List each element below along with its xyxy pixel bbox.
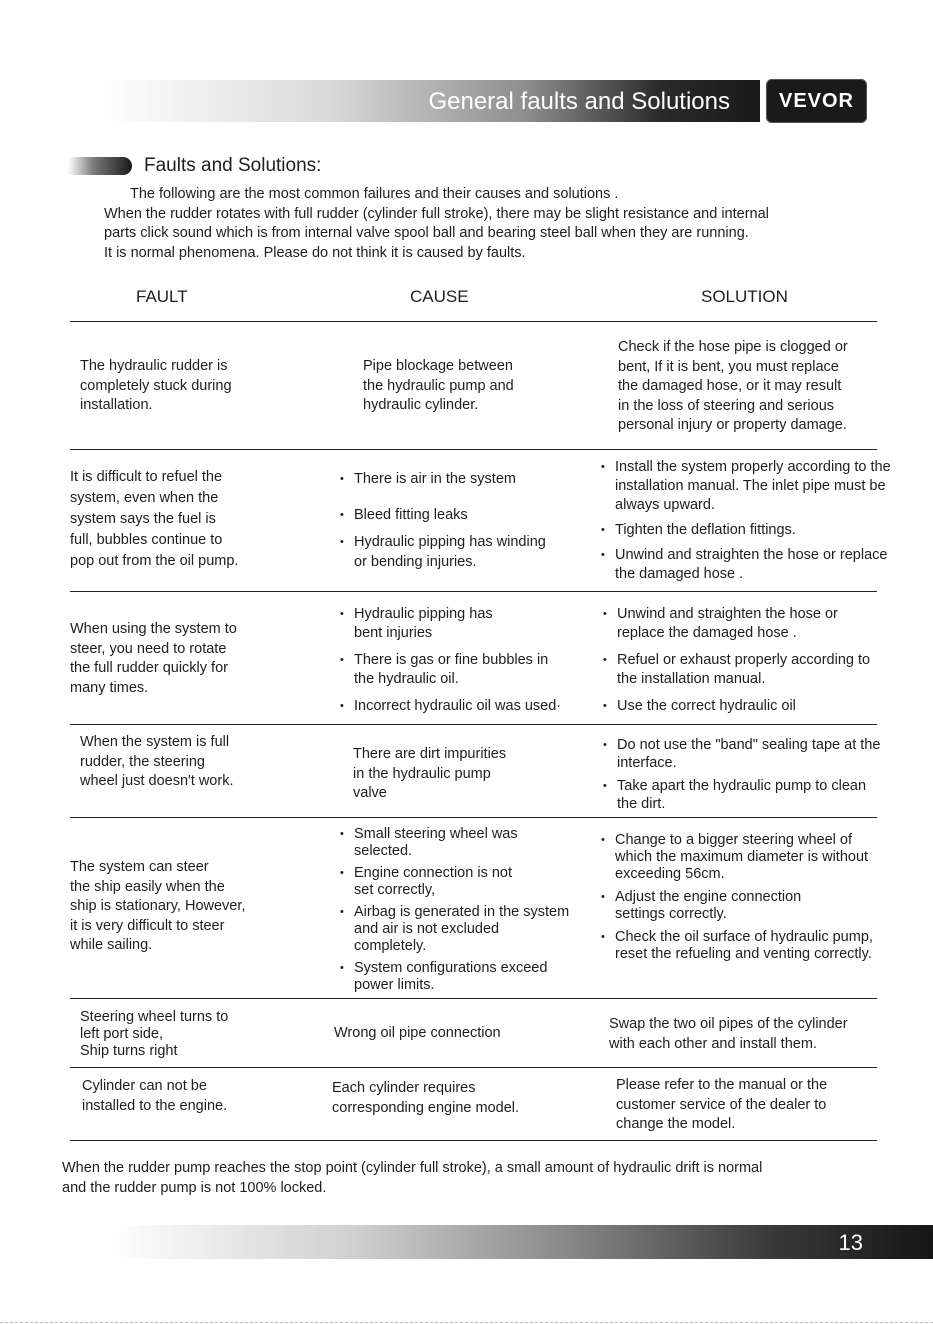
column-header-fault: FAULT (136, 287, 188, 306)
text-line: installed to the engine. (82, 1097, 228, 1114)
text-line: Cylinder can not be (82, 1078, 207, 1094)
cause-bullet: • Incorrect hydraulic oil was used· (340, 697, 590, 716)
cause-bullet: • Airbag is generated in the system and air is not excluded completely. (340, 904, 570, 955)
section-heading: Faults and Solutions: (144, 155, 322, 176)
cause-bullet: • Hydraulic pipping has winding or bending injuries. (340, 533, 555, 572)
table-divider (70, 817, 877, 818)
text-line: Please refer to the manual or the (616, 1077, 828, 1093)
page-title: General faults and Solutions (428, 88, 730, 115)
page-number: 13 (838, 1230, 863, 1255)
text-line: in the loss of steering and serious (618, 397, 835, 414)
text-line: When the rudder pump reaches the stop point (cylinder full stroke), a small amount of hydraulic drift is normal (62, 1160, 763, 1176)
intro-line: When the rudder rotates with full rudder (cylinder full stroke), there may be slight resistance and internal (104, 205, 769, 222)
solution-bullet: • Do not use the "band" sealing tape at the interface. (603, 736, 883, 772)
section-marker-icon (68, 157, 132, 175)
cause-cell (363, 357, 583, 416)
text-line: ship is stationary, However, (70, 898, 246, 914)
solution-bullet: • Unwind and straighten the hose or replace the damaged hose . (601, 546, 891, 584)
text-line: system says the fuel is (70, 511, 216, 527)
text-line: Swap the two oil pipes of the cylinder (609, 1016, 848, 1032)
text-line: the full rudder quickly for (70, 660, 228, 676)
text-line: the damaged hose, or it may result (618, 378, 842, 394)
intro-line: The following are the most common failures and their causes and solutions . (130, 186, 619, 202)
fault-cell (80, 357, 310, 416)
solution-cell (601, 832, 893, 963)
text-line: left port side, (80, 1026, 164, 1042)
text-line: Wrong oil pipe connection (334, 1025, 501, 1041)
solution-cell (616, 1076, 886, 1135)
solution-bullet: • Adjust the engine connection settings correctly. (601, 889, 845, 923)
text-line: many times. (70, 679, 149, 696)
cause-cell (340, 470, 555, 572)
cause-cell (334, 1024, 574, 1044)
cause-bullet: • System configurations exceed power limits. (340, 960, 570, 994)
text-line: it is very difficult to steer (70, 917, 225, 934)
text-line: personal injury or property damage. (618, 417, 847, 433)
text-line: change the model. (616, 1116, 736, 1132)
cause-bullet: • Small steering wheel was selected. (340, 826, 519, 860)
cause-cell (353, 745, 573, 804)
text-line: When using the system to (70, 621, 237, 637)
solution-cell (601, 458, 891, 584)
header-banner (100, 80, 760, 122)
table-divider (70, 1067, 877, 1068)
text-line: corresponding engine model. (332, 1099, 520, 1116)
text-line: system, even when the (70, 490, 219, 506)
solution-cell (609, 1015, 899, 1054)
text-line: The system can steer (70, 859, 209, 875)
solution-bullet: • Take apart the hydraulic pump to clean the dirt. (603, 777, 883, 813)
page-edge-divider (0, 1322, 933, 1323)
text-line: the ship easily when the (70, 878, 225, 895)
text-line: the hydraulic pump and (363, 377, 514, 394)
fault-cell (70, 858, 300, 956)
text-line: valve (353, 785, 387, 801)
table-divider (70, 591, 877, 592)
solution-cell (603, 605, 883, 716)
fault-cell (82, 1077, 312, 1116)
table-divider (70, 449, 877, 450)
text-line: hydraulic cylinder. (363, 397, 479, 413)
column-header-cause: CAUSE (410, 287, 469, 306)
text-line: and the rudder pump is not 100% locked. (62, 1180, 327, 1196)
solution-bullet: • Refuel or exhaust properly according to the installation manual. (603, 651, 883, 689)
text-line: with each other and install them. (609, 1035, 817, 1052)
table-divider (70, 724, 877, 725)
text-line: while sailing. (70, 937, 153, 953)
solution-cell (603, 736, 883, 813)
text-line: customer service of the dealer to (616, 1096, 827, 1113)
column-header-solution: SOLUTION (701, 287, 788, 306)
solution-cell (618, 338, 908, 436)
footer-banner (110, 1225, 933, 1259)
table-divider (70, 998, 877, 999)
text-line: in the hydraulic pump (353, 765, 491, 782)
solution-bullet: • Check the oil surface of hydraulic pump, reset the refueling and venting correctly. (601, 929, 893, 963)
cause-bullet: • Hydraulic pipping has bent injuries (340, 605, 519, 643)
text-line: Steering wheel turns to (80, 1009, 229, 1025)
cause-cell (340, 826, 570, 994)
text-line: Each cylinder requires (332, 1080, 476, 1096)
text-line: rudder, the steering (80, 753, 205, 770)
text-line: bent, If it is bent, you must replace (618, 358, 839, 375)
solution-bullet: • Unwind and straighten the hose or replace the damaged hose . (603, 605, 883, 643)
text-line: Ship turns right (80, 1043, 178, 1059)
intro-text (104, 185, 894, 263)
table-divider (70, 321, 877, 322)
text-line: completely stuck during (80, 377, 232, 394)
fault-cell (70, 620, 300, 698)
text-line: installation. (80, 397, 153, 413)
cause-cell (332, 1079, 572, 1118)
solution-bullet: • Tighten the deflation fittings. (601, 521, 891, 540)
text-line: Check if the hose pipe is clogged or (618, 339, 848, 355)
cause-bullet: • There is gas or fine bubbles in the hydraulic oil. (340, 651, 564, 689)
text-line: full, bubbles continue to (70, 532, 223, 548)
cause-bullet: • Engine connection is not set correctly, (340, 865, 519, 899)
cause-cell (340, 605, 590, 716)
solution-bullet: • Use the correct hydraulic oil (603, 697, 883, 716)
text-line: Pipe blockage between (363, 358, 513, 374)
text-line: It is difficult to refuel the (70, 469, 223, 485)
solution-bullet: • Install the system properly according to the installation manual. The inlet pipe must be always upward. (601, 458, 891, 515)
brand-logo: VEVOR (766, 79, 867, 123)
cause-bullet: • There is air in the system (340, 470, 555, 490)
text-line: wheel just doesn't work. (80, 773, 234, 789)
text-line: The hydraulic rudder is (80, 358, 228, 374)
text-line: There are dirt impurities (353, 746, 507, 762)
text-line: steer, you need to rotate (70, 640, 227, 657)
fault-cell (70, 467, 300, 572)
intro-line: parts click sound which is from internal valve spool ball and bearing steel ball when they are running. (104, 225, 749, 241)
cause-bullet: • Bleed fitting leaks (340, 506, 555, 526)
intro-line: It is normal phenomena. Please do not think it is caused by faults. (104, 244, 526, 261)
fault-cell (80, 733, 310, 792)
footnote (62, 1158, 882, 1198)
fault-cell (80, 1009, 310, 1060)
text-line: pop out from the oil pump. (70, 553, 239, 569)
table-divider (70, 1140, 877, 1141)
solution-bullet: • Change to a bigger steering wheel of which the maximum diameter is without exceeding 56cm. (601, 832, 893, 883)
text-line: When the system is full (80, 734, 230, 750)
